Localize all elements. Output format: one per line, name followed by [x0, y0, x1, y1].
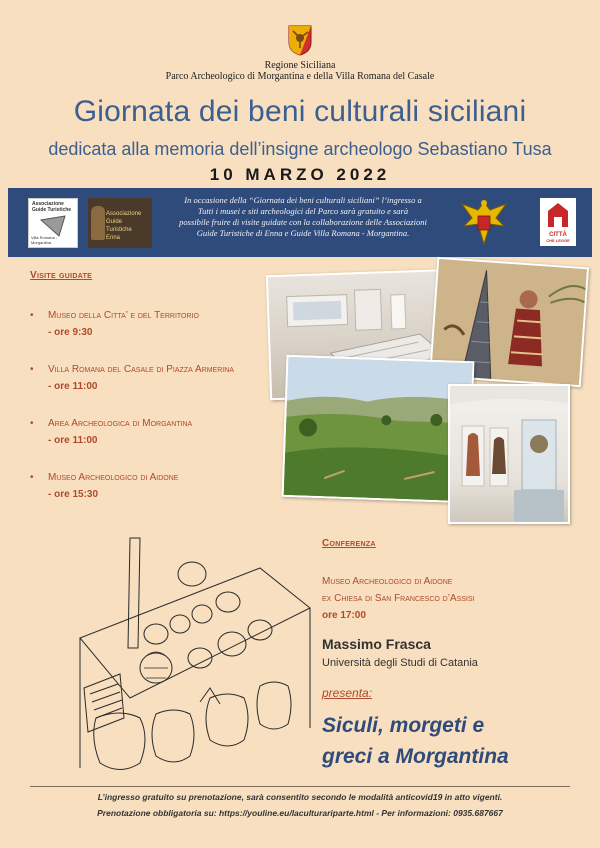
- sicilia-crest-icon: [287, 24, 313, 56]
- archaeological-drawing: [60, 528, 320, 778]
- logo-enna-line3: Turistiche: [106, 227, 132, 233]
- logo-guide-line2: Guide Turistiche: [32, 207, 72, 213]
- conference-heading: Conferenza: [322, 538, 376, 549]
- visit-time: - ore 15:30: [48, 489, 99, 500]
- citta-line2: CHE LEGGE: [546, 238, 570, 243]
- visit-place: Museo Archeologico di Aidone: [48, 472, 179, 483]
- citta-che-legge-logo: [540, 198, 576, 246]
- conference-time: ore 17:00: [322, 610, 366, 621]
- footer-notice: L’ingresso gratuito su prenotazione, sarà consentito secondo le modalità anticovid19 in atto vigenti.: [97, 792, 503, 802]
- region-name: Regione Siciliana: [264, 60, 336, 71]
- park-name: Parco Archeologico di Morgantina e della Villa Romana del Casale: [165, 71, 435, 82]
- banner-line: Tutti i musei e siti archeologici del Parco sarà gratuito e sarà: [197, 206, 409, 216]
- castle-icon: [546, 201, 570, 229]
- logo-guide-line1: Associazione: [32, 201, 64, 207]
- guide-villa-romana-logo: [28, 198, 78, 248]
- visit-place: Museo della Citta’ e del Territorio: [48, 310, 199, 321]
- presents-label: presenta:: [322, 686, 373, 700]
- visit-time: - ore 9:30: [48, 327, 93, 338]
- landscape-photo: [282, 355, 475, 503]
- main-title: Giornata dei beni culturali siciliani: [73, 95, 527, 128]
- logo-guide-bottom: Villa Romana - Morgantina: [31, 235, 58, 245]
- visit-time: - ore 11:00: [48, 435, 98, 446]
- bullet: •: [30, 310, 34, 321]
- visit-place: Area Archeologica di Morgantina: [48, 418, 193, 429]
- eagle-emblem-icon: [460, 196, 508, 250]
- bullet: •: [30, 364, 34, 375]
- talk-title-line1: Siculi, morgeti e: [322, 714, 485, 737]
- footer-booking: Prenotazione obbligatoria su: https://youline.eu/laculturariparte.html - Per informazioni: 0935.687667: [97, 808, 503, 818]
- visits-heading: Visite guidate: [30, 270, 93, 281]
- banner-line: In occasione della “Giornata dei beni culturali siciliani” l’ingresso a: [184, 195, 422, 205]
- conference-venue: Museo Archeologico di Aidone: [322, 576, 453, 587]
- info-banner: [8, 188, 592, 257]
- museum-display-photo: [448, 384, 570, 524]
- talk-title-line2: greci a Morgantina: [322, 745, 509, 768]
- visit-place: Villa Romana del Casale di Piazza Armerina: [48, 364, 234, 375]
- logo-enna-line2: Guide: [106, 219, 123, 225]
- banner-line: Guide Turistiche di Enna e Guide Villa Romana - Morgantina.: [196, 228, 410, 238]
- logo-enna-line4: Enna: [106, 235, 121, 241]
- subtitle: dedicata alla memoria dell’insigne archeologo Sebastiano Tusa: [48, 139, 552, 159]
- banner-line: possibile fruire di visite guidate con la collaborazione delle Associazioni: [179, 217, 427, 227]
- logo-enna-line1: Associazione: [106, 211, 142, 217]
- talk-title: [322, 710, 592, 772]
- speaker-affiliation: Università degli Studi di Catania: [322, 657, 478, 669]
- bullet: •: [30, 418, 34, 429]
- visit-time: - ore 11:00: [48, 381, 98, 392]
- speaker-name: Massimo Frasca: [322, 636, 431, 652]
- bullet: •: [30, 472, 34, 483]
- citta-line1: CITTÀ: [549, 232, 567, 238]
- banner-text: [158, 195, 448, 239]
- footer-divider: [30, 786, 570, 787]
- bust-icon: [91, 206, 105, 240]
- event-date: 10 MARZO 2022: [209, 165, 391, 184]
- conference-venue-detail: ex Chiesa di San Francesco d’Assisi: [322, 593, 475, 604]
- guide-enna-logo: [88, 198, 152, 248]
